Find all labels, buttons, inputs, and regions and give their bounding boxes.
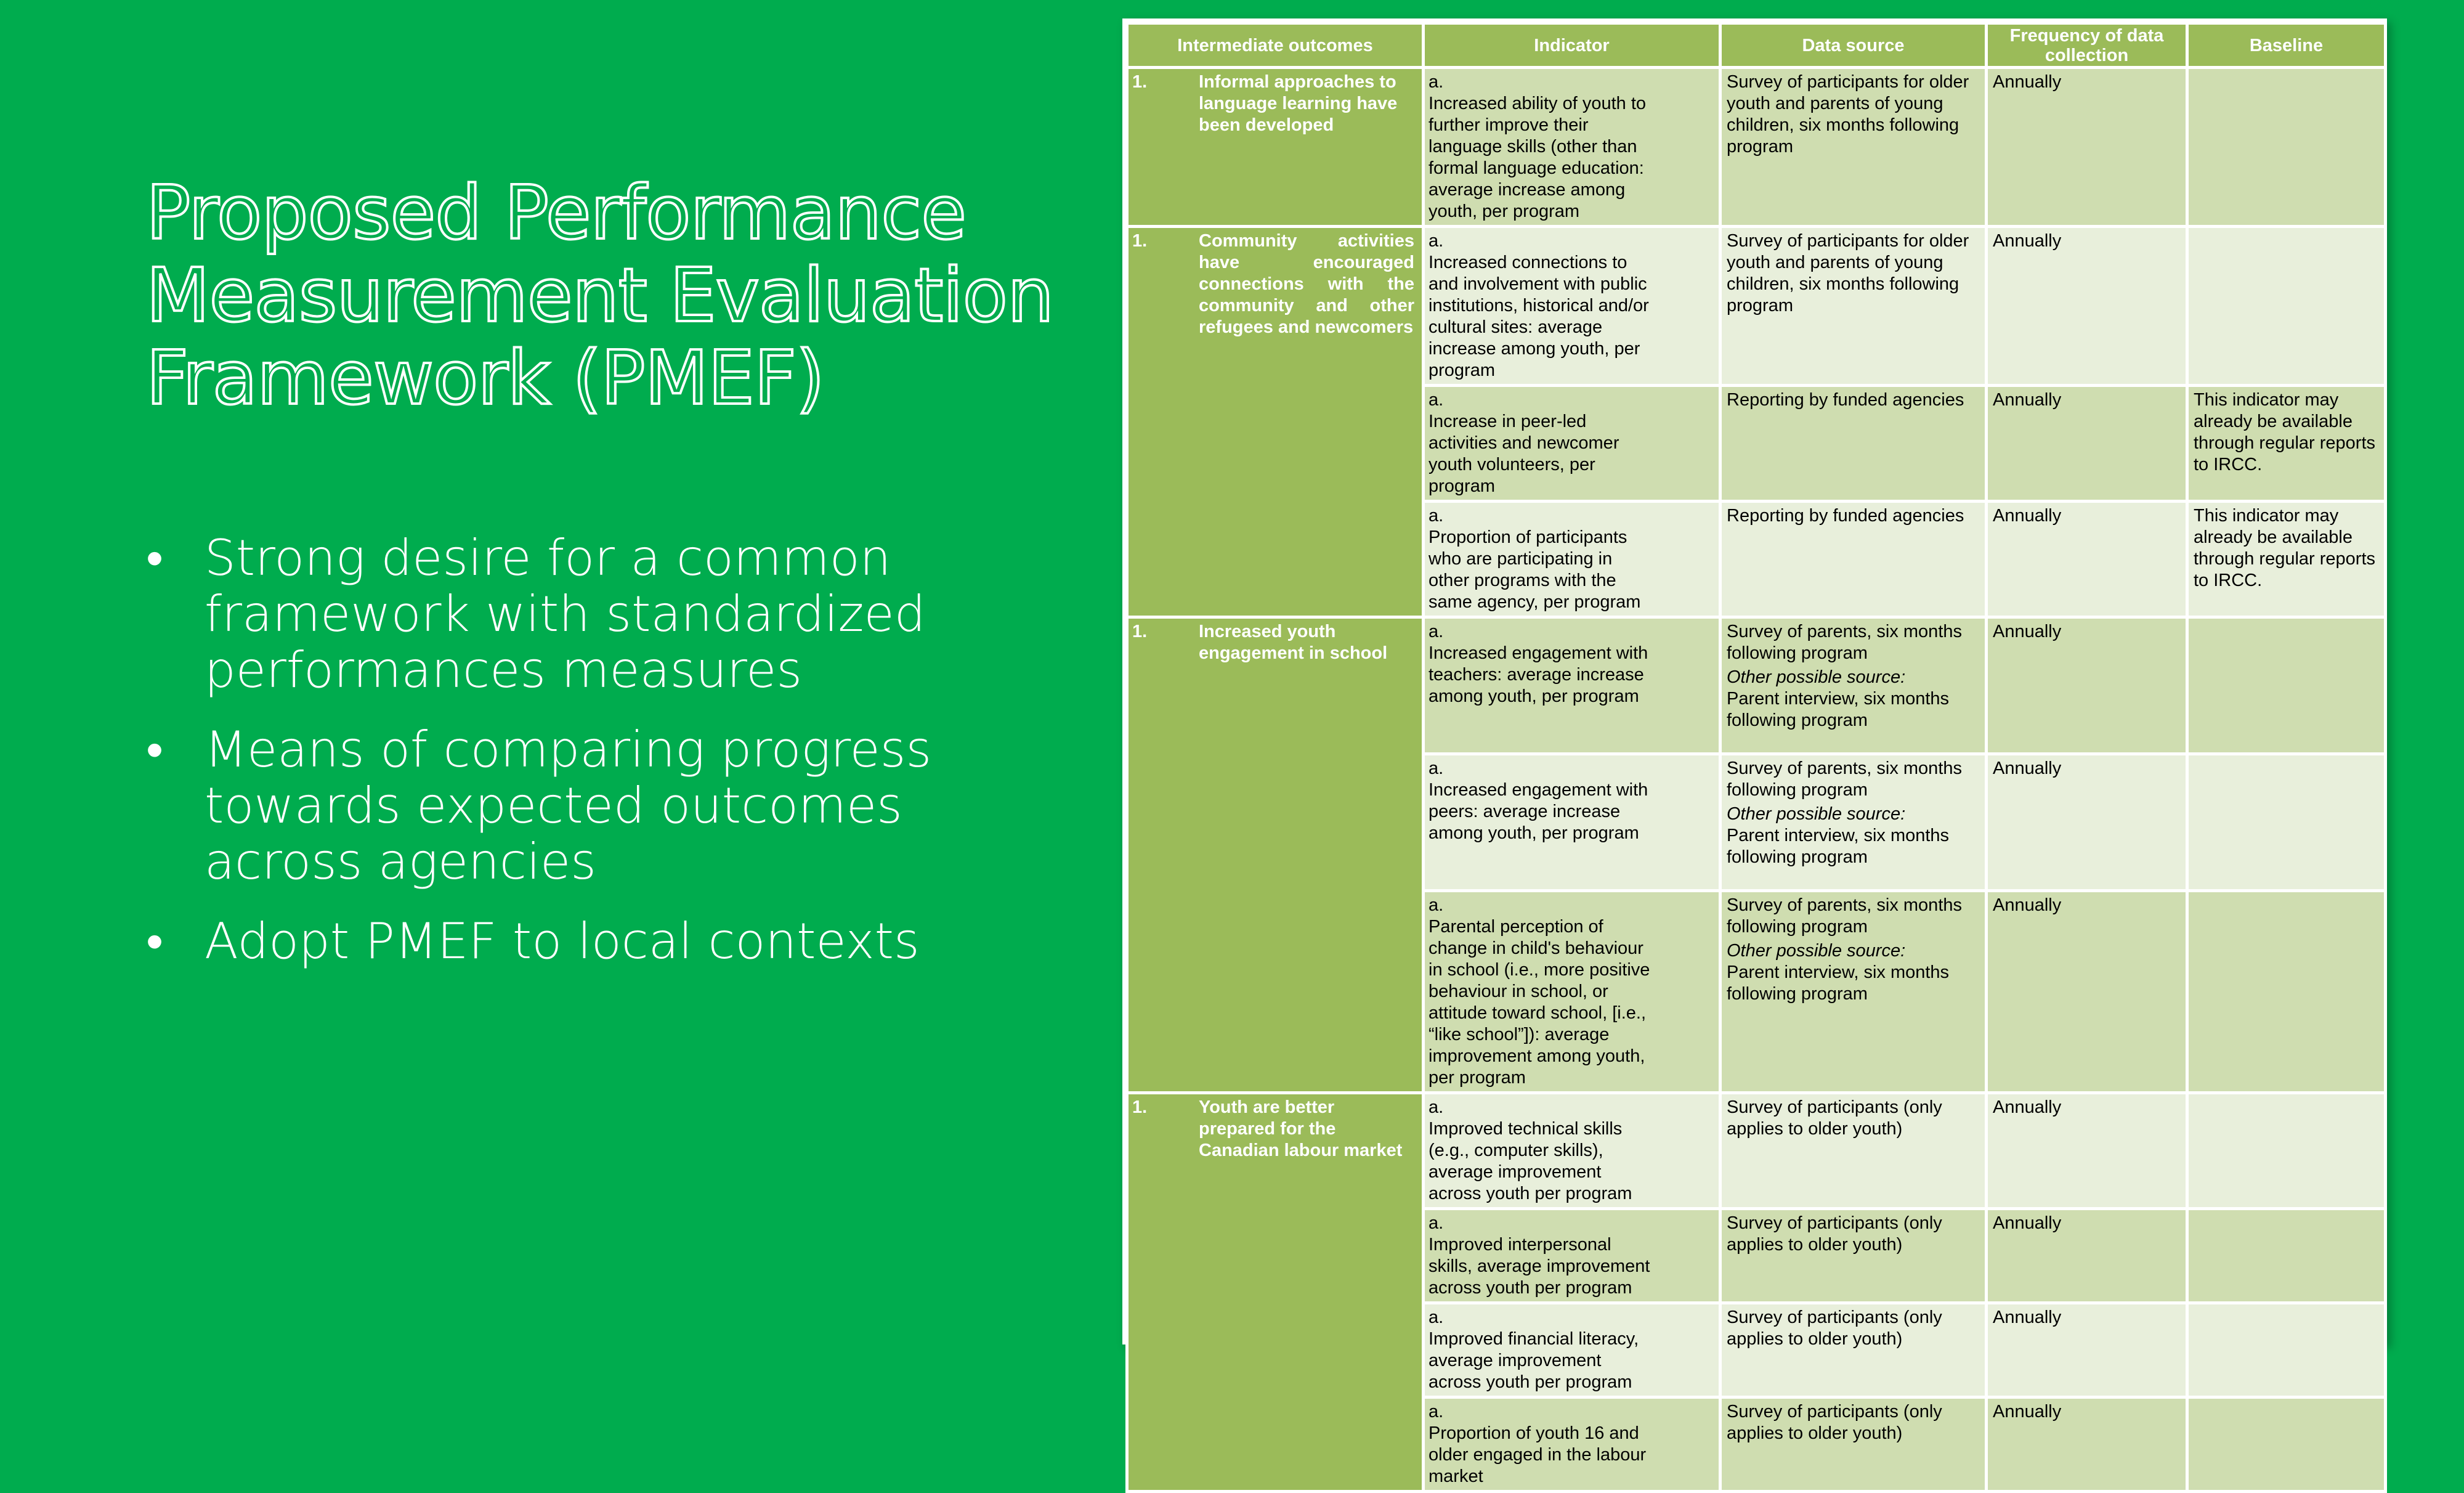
outcome-text: Increased youth engagement in school xyxy=(1199,622,1388,663)
baseline-cell xyxy=(2187,1209,2386,1303)
frequency-cell: Annually xyxy=(1987,891,2187,1093)
bullet-item xyxy=(146,530,1070,698)
indicator-cell xyxy=(1424,1303,1720,1397)
frequency-cell: Annually xyxy=(1987,502,2187,617)
outcome-number: 1. xyxy=(1132,622,1148,641)
outcome-cell xyxy=(1127,617,1424,1093)
slide-title xyxy=(146,173,1070,420)
outcome-number: 1. xyxy=(1132,231,1148,251)
bullet-dot: • xyxy=(146,721,164,778)
indicator-letter: a. xyxy=(1429,1097,1444,1117)
indicator-letter: a. xyxy=(1429,506,1444,526)
table-row xyxy=(1127,68,2386,227)
other-source-label: Other possible source: xyxy=(1727,941,1906,961)
other-source-label: Other possible source: xyxy=(1727,804,1906,824)
indicator-letter: a. xyxy=(1429,759,1444,778)
frequency-cell: Annually xyxy=(1987,386,2187,502)
bullet-item xyxy=(146,722,1070,890)
bullet-dot: • xyxy=(146,529,164,587)
indicator-letter: a. xyxy=(1429,72,1444,92)
indicator-text: Improved financial literacy, average improvement across youth per program xyxy=(1429,1329,1639,1392)
bullet-item xyxy=(146,913,1070,969)
data-source-cell: Survey of participants (only applies to older youth) xyxy=(1720,1093,1987,1209)
baseline-cell xyxy=(2187,754,2386,891)
table-row xyxy=(1127,227,2386,386)
indicator-text: Increase in peer-led activities and newcomer youth volunteers, per program xyxy=(1429,412,1619,496)
indicator-text: Improved interpersonal skills, average improvement across youth per program xyxy=(1429,1235,1650,1298)
outcome-cell xyxy=(1127,227,1424,617)
data-source-cell: Survey of participants (only applies to older youth) xyxy=(1720,1303,1987,1397)
data-source-cell: Survey of participants (only applies to older youth) xyxy=(1720,1397,1987,1492)
data-source-text: Survey of parents, six months following program xyxy=(1727,759,1962,800)
data-source-cell: Survey of participants (only applies to older youth) xyxy=(1720,1209,1987,1303)
indicator-cell xyxy=(1424,502,1720,617)
indicator-text: Increased engagement with teachers: average increase among youth, per program xyxy=(1429,643,1648,706)
baseline-cell: This indicator may already be available through regular reports to IRCC. xyxy=(2187,386,2386,502)
other-source-text: Parent interview, six months following program xyxy=(1727,826,1950,867)
bullet-list xyxy=(146,530,1070,993)
table-row xyxy=(1127,617,2386,754)
bullet-text: Adopt PMEF to local contexts xyxy=(205,913,920,970)
indicator-cell xyxy=(1424,386,1720,502)
frequency-cell: Annually xyxy=(1987,1209,2187,1303)
data-source-cell: Survey of participants for older youth and parents of young children, six months following program xyxy=(1720,227,1987,386)
indicator-text: Proportion of youth 16 and older engaged in the labour market xyxy=(1429,1423,1647,1486)
frequency-cell: Annually xyxy=(1987,617,2187,754)
baseline-cell xyxy=(2187,227,2386,386)
baseline-cell xyxy=(2187,1093,2386,1209)
frequency-cell: Annually xyxy=(1987,1397,2187,1492)
table-row xyxy=(1127,1093,2386,1209)
indicator-cell xyxy=(1424,891,1720,1093)
indicator-cell xyxy=(1424,1093,1720,1209)
outcome-cell xyxy=(1127,1093,1424,1492)
indicator-letter: a. xyxy=(1429,895,1444,915)
header-indicator: Indicator xyxy=(1424,23,1720,68)
indicator-letter: a. xyxy=(1429,390,1444,410)
indicator-text: Increased ability of youth to further improve their language skills (other than formal language education: average increase among youth, per program xyxy=(1429,94,1647,221)
bullet-text: Strong desire for a common framework with standardized performances measures xyxy=(205,529,926,699)
other-source-text: Parent interview, six months following program xyxy=(1727,962,1950,1004)
baseline-cell xyxy=(2187,1303,2386,1397)
indicator-cell xyxy=(1424,1397,1720,1492)
data-source-cell: Reporting by funded agencies xyxy=(1720,502,1987,617)
header-baseline: Baseline xyxy=(2187,23,2386,68)
frequency-cell: Annually xyxy=(1987,1303,2187,1397)
baseline-cell xyxy=(2187,68,2386,227)
header-data-source: Data source xyxy=(1720,23,1987,68)
outcome-number: 1. xyxy=(1132,1097,1148,1117)
data-source-text: Survey of parents, six months following program xyxy=(1727,622,1962,663)
indicator-text: Parental perception of change in child's behaviour in school (i.e., more positive behaviour in school, or attitude toward school, [i.e., “like school”]): average improvement among youth, per program xyxy=(1429,917,1650,1088)
header-frequency: Frequency of data collection xyxy=(1987,23,2187,68)
indicator-text: Increased engagement with peers: average increase among youth, per program xyxy=(1429,780,1648,843)
indicator-cell xyxy=(1424,617,1720,754)
outcome-text: Youth are better prepared for the Canadian labour market xyxy=(1199,1097,1403,1160)
indicator-cell xyxy=(1424,227,1720,386)
baseline-cell xyxy=(2187,617,2386,754)
header-outcomes: Intermediate outcomes xyxy=(1127,23,1424,68)
indicator-cell xyxy=(1424,1209,1720,1303)
frequency-cell: Annually xyxy=(1987,754,2187,891)
indicator-text: Improved technical skills (e.g., computer skills), average improvement across youth per program xyxy=(1429,1119,1632,1203)
frequency-cell: Annually xyxy=(1987,68,2187,227)
baseline-cell xyxy=(2187,1397,2386,1492)
data-source-cell xyxy=(1720,754,1987,891)
bullet-text: Means of comparing progress towards expected outcomes across agencies xyxy=(205,721,932,890)
title-line: Measurement Evaluation xyxy=(146,253,1054,339)
outcome-number: 1. xyxy=(1132,72,1148,92)
outcome-cell xyxy=(1127,68,1424,227)
pmef-table-container xyxy=(1122,18,2387,1486)
data-source-text: Survey of parents, six months following program xyxy=(1727,895,1962,937)
data-source-cell xyxy=(1720,617,1987,754)
outcome-text: Informal approaches to language learning have been developed xyxy=(1199,72,1398,135)
bullet-dot: • xyxy=(146,913,164,970)
data-source-cell: Reporting by funded agencies xyxy=(1720,386,1987,502)
indicator-letter: a. xyxy=(1429,231,1444,251)
indicator-letter: a. xyxy=(1429,1308,1444,1327)
indicator-text: Increased connections to and involvement with public institutions, historical and/or cultural sites: average increase among youth, per program xyxy=(1429,253,1649,380)
other-source-text: Parent interview, six months following program xyxy=(1727,689,1950,730)
data-source-cell: Survey of participants for older youth and parents of young children, six months following program xyxy=(1720,68,1987,227)
indicator-text: Proportion of participants who are participating in other programs with the same agency, per program xyxy=(1429,527,1641,612)
indicator-letter: a. xyxy=(1429,1402,1444,1422)
indicator-letter: a. xyxy=(1429,1213,1444,1233)
data-source-cell xyxy=(1720,891,1987,1093)
frequency-cell: Annually xyxy=(1987,1093,2187,1209)
title-line: Proposed Performance xyxy=(146,171,967,256)
indicator-letter: a. xyxy=(1429,622,1444,641)
baseline-cell: This indicator may already be available through regular reports to IRCC. xyxy=(2187,502,2386,617)
outcome-text: Community activities have encouraged connections with the community and other refugees and newcomers xyxy=(1199,231,1414,337)
title-line: Framework (PMEF) xyxy=(146,336,824,421)
baseline-cell xyxy=(2187,891,2386,1093)
indicator-cell xyxy=(1424,754,1720,891)
pmef-table xyxy=(1125,22,2387,1493)
table-header-row xyxy=(1127,23,2386,68)
indicator-cell xyxy=(1424,68,1720,227)
frequency-cell: Annually xyxy=(1987,227,2187,386)
other-source-label: Other possible source: xyxy=(1727,667,1906,687)
